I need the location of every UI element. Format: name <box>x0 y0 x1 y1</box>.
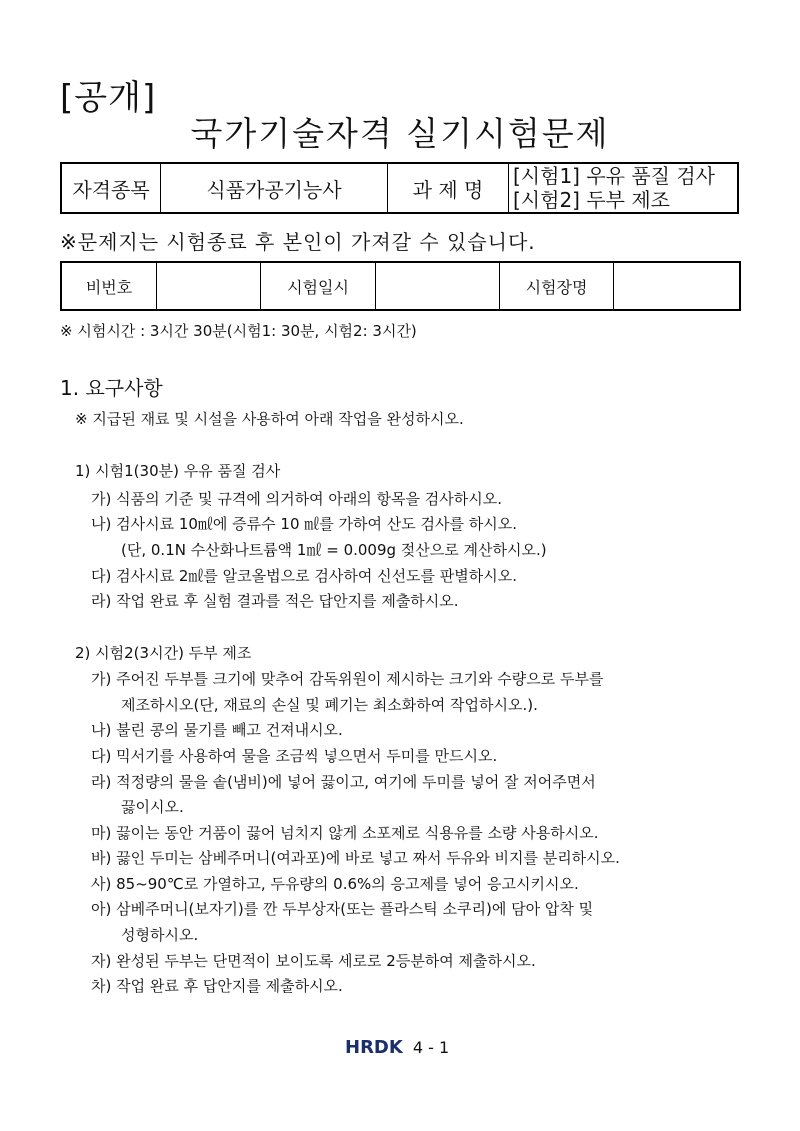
test2-item: 아) 삼베주머니(보자기)를 깐 두부상자(또는 플라스틱 소쿠리)에 담아 압착 및 <box>91 900 594 918</box>
test2-item: 나) 불린 콩의 물기를 빼고 건져내시오. <box>91 721 343 739</box>
hrdk-logo: HRDK <box>345 1037 403 1058</box>
page-footer <box>345 1037 449 1058</box>
task-value <box>509 163 739 213</box>
test2-heading: 2) 시험2(3시간) 두부 제조 <box>75 644 252 662</box>
test2-item: 제조하시오(단, 재료의 손실 및 폐기는 최소화하여 작업하시오.). <box>121 696 538 714</box>
take-home-notice: ※문제지는 시험종료 후 본인이 가져갈 수 있습니다. <box>60 230 536 254</box>
test2-item: 끓이시오. <box>121 798 184 816</box>
requirements-intro: ※ 지급된 재료 및 시설을 사용하여 아래 작업을 완성하시오. <box>75 410 464 428</box>
test1-item: 라) 작업 완료 후 실험 결과를 적은 답안지를 제출하시오. <box>91 592 459 610</box>
task-label: 과 제 명 <box>388 163 509 213</box>
exam-info-table <box>60 162 739 214</box>
test2-item: 마) 끓이는 동안 거품이 끓어 넘치지 않게 소포제로 식용유를 소량 사용하시오. <box>91 824 599 842</box>
page-title: 국가기술자격 실기시험문제 <box>190 114 610 153</box>
page-number: 4 - 1 <box>412 1038 450 1057</box>
test1-item: (단, 0.1N 수산화나트륨액 1㎖ = 0.009g 젖산으로 계산하시오.) <box>121 541 547 559</box>
test2-item: 성형하시오. <box>121 926 199 944</box>
test2-item: 차) 작업 완료 후 답안지를 제출하시오. <box>91 977 343 995</box>
test2-item: 자) 완성된 두부는 단면적이 보이도록 세로로 2등분하여 제출하시오. <box>91 952 536 970</box>
test1-item: 나) 검사시료 10㎖에 증류수 10 ㎖를 가하여 산도 검사를 하시오. <box>91 515 517 533</box>
date-label: 시험일시 <box>261 262 376 310</box>
qualification-value: 식품가공기능사 <box>161 163 388 213</box>
test1-item: 다) 검사시료 2㎖를 알코올법으로 검사하여 신선도를 판별하시오. <box>91 567 518 585</box>
number-label: 비번호 <box>61 262 157 310</box>
test2-item: 라) 적정량의 물을 솥(냄비)에 넣어 끓이고, 여기에 두미를 넣어 잘 저어주면서 <box>91 773 596 791</box>
test2-item: 바) 끓인 두미는 삼베주머니(여과포)에 바로 넣고 짜서 두유와 비지를 분리하시오. <box>91 849 620 867</box>
public-tag: [공개] <box>60 78 157 118</box>
task-line-1: [시험1] 우유 품질 검사 <box>513 164 715 188</box>
test2-item: 다) 믹서기를 사용하여 물을 조금씩 넣으면서 두미를 만드시오. <box>91 747 498 765</box>
exam-time-note: ※ 시험시간 : 3시간 30분(시험1: 30분, 시험2: 3시간) <box>60 322 417 340</box>
test2-item: 가) 주어진 두부틀 크기에 맞추어 감독위원이 제시하는 크기와 수량으로 두부를 <box>91 670 604 688</box>
place-field <box>614 262 741 310</box>
test2-item: 사) 85~90℃로 가열하고, 두유량의 0.6%의 응고제를 넣어 응고시키시오. <box>91 875 579 893</box>
candidate-info-table <box>60 261 741 311</box>
qualification-label: 자격종목 <box>61 163 161 213</box>
test1-item: 가) 식품의 기준 및 규격에 의거하여 아래의 항목을 검사하시오. <box>91 490 503 508</box>
requirements-heading: 1. 요구사항 <box>60 376 163 400</box>
number-field <box>157 262 261 310</box>
date-field <box>376 262 500 310</box>
place-label: 시험장명 <box>500 262 614 310</box>
task-line-2: [시험2] 두부 제조 <box>513 188 670 212</box>
test1-heading: 1) 시험1(30분) 우유 품질 검사 <box>75 462 281 480</box>
